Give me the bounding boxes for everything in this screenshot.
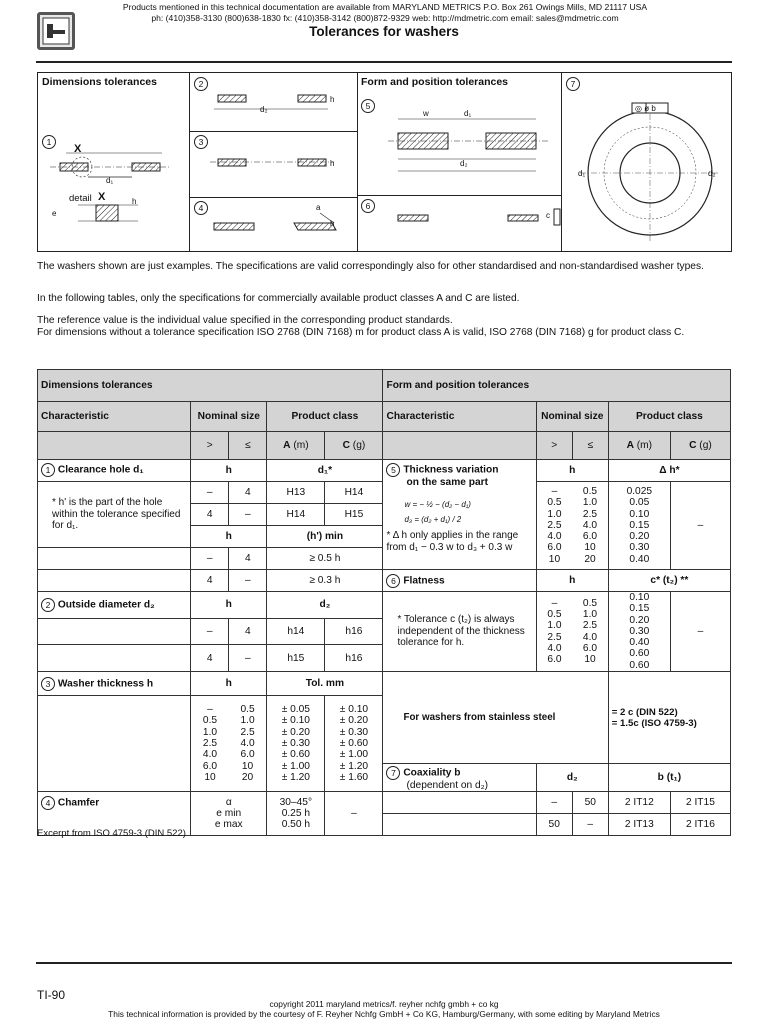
header-rule (36, 61, 732, 63)
thickness-c-value: ± 0.30 (339, 726, 369, 738)
fig-num-5: 5 (361, 99, 375, 113)
clearance-r1-a: H13 (267, 482, 325, 504)
col-product-class-2: Product class (608, 402, 730, 432)
thickness-le-value: 20 (241, 771, 254, 783)
flatness-a-value: 0.60 (629, 659, 650, 671)
h-label-1: h (132, 197, 137, 206)
coaxiality-label: Coaxiality b (403, 767, 461, 779)
thickness-tol: Tol. mm (267, 672, 383, 696)
clearance-h: h (191, 460, 267, 482)
figure-panel (37, 72, 732, 252)
outside-r1-gt: – (191, 618, 229, 645)
thickness-le-value: 1.0 (240, 715, 255, 727)
fig-num-6: 6 (361, 199, 375, 213)
coax-r2-c: 2 IT16 (670, 814, 730, 836)
col-nominal-size: Nominal size (191, 402, 267, 432)
coax-r1-a: 2 IT12 (608, 792, 670, 814)
outside-r1-a: h14 (267, 618, 325, 645)
outside-r2-gt: 4 (191, 645, 229, 672)
outside-label: Outside diameter d₂ (57, 599, 155, 611)
flatness-le-value: 4.0 (582, 631, 598, 643)
thickness-c-value: ± 0.20 (339, 715, 369, 727)
clearance-r1-gt: – (191, 482, 229, 504)
col-class-c-sub-2: (g) (699, 440, 712, 451)
page-title: Tolerances for washers (309, 24, 459, 39)
thickvar-dh: Δ h* (608, 460, 730, 482)
thickness-gt-list (194, 704, 226, 783)
thickvar-a-value: 0.025 (626, 485, 653, 497)
thickness-c-value: ± 1.00 (339, 749, 369, 761)
col-class-c: C (342, 440, 350, 451)
thickvar-gt-value: 2.5 (547, 519, 562, 531)
chamfer-param: e min (216, 807, 242, 819)
clearance-r2-gt: 4 (191, 504, 229, 526)
thickness-gt-value: 4.0 (202, 749, 218, 761)
thickness-le-value: 2.5 (240, 726, 255, 738)
flatness-le-value: 6.0 (582, 642, 598, 654)
hmin-r1-val: ≥ 0.5 h (267, 548, 383, 570)
thickness-label: Washer thickness h (57, 678, 154, 690)
outside-r1-c: h16 (325, 618, 383, 645)
thickness-c-list (328, 704, 379, 783)
flatness-gt-value: 1.0 (547, 620, 562, 632)
col-le-2: ≤ (572, 432, 608, 460)
thickvar-a-value: 0.15 (629, 519, 650, 531)
footer-copyright: copyright 2011 maryland metrics/f. reyher nchfg gmbh + co kg (269, 999, 499, 1009)
thickvar-le-list (575, 486, 605, 565)
reference-paragraph: The reference value is the individual value specified in the corresponding product standards. (37, 315, 453, 326)
thickvar-le-value: 4.0 (582, 519, 598, 531)
page-number: TI-90 (37, 988, 66, 1002)
outside-r2-le: – (229, 645, 267, 672)
thickness-gt-value: 2.5 (202, 737, 218, 749)
row-num-4: 4 (41, 796, 55, 810)
coax-r1-le: 50 (572, 792, 608, 814)
x-mark: X (74, 143, 82, 155)
flatness-gt-value: 2.5 (547, 631, 562, 643)
formula-d3: d₃ = (d₂ + d₁) / 2 (404, 515, 462, 524)
fig-num-1: 1 (42, 135, 56, 149)
w-label-5: w (423, 109, 429, 118)
flatness-h: h (536, 570, 608, 592)
flatness-a-value: 0.60 (629, 648, 650, 660)
outside-h: h (191, 592, 267, 619)
row-num-5: 5 (386, 463, 400, 477)
fig-dimensions-label: Dimensions tolerances (42, 76, 157, 88)
e-label-1: e (52, 209, 57, 218)
thickvar-gt-list (540, 486, 570, 565)
thickvar-note2: from d₁ − 0.3 w to d₃ + 0.3 w (386, 541, 513, 553)
clearance-r1-c: H14 (325, 482, 383, 504)
thickness-gt-value: – (207, 704, 213, 716)
thickness-a-value: ± 0.30 (281, 737, 310, 749)
outside-r1-le: 4 (229, 618, 267, 645)
coaxiality-drawing (562, 73, 730, 251)
thickvar-le-value: 10 (584, 542, 596, 554)
d1-label-1: d₁ (106, 176, 114, 185)
flatness-le-value: 1.0 (582, 608, 598, 620)
row-num-7: 7 (386, 766, 400, 780)
thickness-c-value: ± 0.10 (339, 704, 369, 716)
thickvar-h: h (536, 460, 608, 482)
thickness-le-value: 6.0 (240, 749, 255, 761)
thickvar-label1: Thickness variation (403, 464, 499, 476)
d1-label-7: d₁ (578, 169, 586, 178)
a-label-4: a (316, 203, 321, 212)
thickvar-a-value: 0.20 (629, 531, 650, 543)
form-table-title: Form and position tolerances (383, 370, 731, 402)
hmin-r2-val: ≥ 0.3 h (267, 570, 383, 592)
thickness-le-value: 4.0 (240, 737, 255, 749)
col-le: ≤ (229, 432, 267, 460)
col-characteristic: Characteristic (38, 402, 191, 432)
thickness-le-value: 0.5 (240, 704, 255, 716)
flatness-ct: c* (t₂) ** (608, 570, 730, 592)
flatness-note: * Tolerance c (t₂) is always independent of the thickness tolerance for h. (383, 592, 536, 672)
flatness-a-value: 0.20 (629, 614, 650, 626)
thickvar-gt-value: 4.0 (547, 531, 562, 543)
thickness-a-list (270, 704, 321, 783)
header-address: Products mentioned in this technical documentation are available from MARYLAND METRICS P.O. Box 261 Owings Mills, MD 21117 USA (122, 2, 648, 12)
fig-num-3: 3 (194, 135, 208, 149)
outside-r2-a: h15 (267, 645, 325, 672)
thickvar-le-value: 1.0 (582, 497, 598, 509)
thickness-a-value: ± 0.20 (281, 726, 310, 738)
clearance-r1-le: 4 (229, 482, 267, 504)
chamfer-params (194, 797, 263, 831)
thickness-a-value: ± 0.60 (281, 749, 310, 761)
thickness-gt-value: 10 (204, 771, 216, 783)
hmin-r1-le: 4 (229, 548, 267, 570)
flatness-label: Flatness (403, 575, 445, 587)
d2-label-2: d₂ (260, 105, 268, 114)
thickvar-gt-value: 10 (548, 553, 561, 565)
fig-num-4: 4 (194, 201, 208, 215)
row-num-3: 3 (41, 677, 55, 691)
col-gt: > (191, 432, 229, 460)
header-contact: ph: (410)358-3130 (800)638-1830 fx: (410)358-3142 (800)872-9329 web: http://mdmetric.com email: sales@mdmetric.com (151, 13, 619, 23)
iso-paragraph: For dimensions without a tolerance specification ISO 2768 (DIN 7168) m for product class A is valid, ISO 2768 (DIN 7168) g for product class C. (37, 327, 685, 338)
thickvar-a-value: 0.30 (629, 542, 650, 554)
col-class-c-sub: (g) (352, 440, 366, 451)
washer-section-drawing-1 (38, 73, 189, 251)
coax-r1-gt: – (536, 792, 572, 814)
chamfer-param: e max (214, 819, 243, 831)
chamfer-a-value: 0.25 h (281, 807, 311, 819)
chamfer-a-value: 30–45° (279, 796, 313, 808)
thickvar-a-list (612, 486, 667, 565)
flatness-a-value: 0.40 (629, 637, 650, 649)
thickvar-gt-value: 1.0 (547, 508, 562, 520)
row-num-6: 6 (386, 574, 400, 588)
d2-label-7: d₂ (708, 169, 716, 178)
col-product-class: Product class (267, 402, 383, 432)
thickvar-c: – (670, 482, 730, 570)
clearance-note: * h' is the part of the hole within the tolerance specified for d₁. (38, 482, 191, 548)
thickvar-note1: * Δ h only applies in the range (386, 530, 519, 541)
hmin-label: (h') min (267, 526, 383, 548)
col-characteristic-2: Characteristic (383, 402, 536, 432)
thickness-a-value: ± 0.10 (281, 715, 310, 727)
thickness-gt-value: 1.0 (202, 726, 218, 738)
thickness-c-value: ± 1.20 (339, 760, 369, 772)
detail-mark: X (98, 191, 106, 203)
thickvar-gt-value: 6.0 (547, 542, 562, 554)
flatness-a-value: 0.30 (629, 625, 650, 637)
footer-rule (36, 962, 732, 964)
flatness-gt-value: 4.0 (547, 642, 562, 654)
clearance-d1: d₁* (267, 460, 383, 482)
thickvar-le-value: 20 (584, 553, 596, 565)
hmin-r2-gt: 4 (191, 570, 229, 592)
classes-paragraph: In the following tables, only the specifications for commercially available product classes A and C are listed. (37, 293, 520, 304)
fig-num-7: 7 (566, 77, 580, 91)
chamfer-c: – (325, 792, 383, 836)
flatness-gt-value: 6.0 (547, 654, 562, 666)
col-class-c-2: C (689, 440, 697, 451)
row-num-2: 2 (41, 598, 55, 612)
stainless-din: = 2 c (DIN 522) (611, 706, 678, 718)
coax-r1-c: 2 IT15 (670, 792, 730, 814)
d2-label-5: d₂ (460, 159, 468, 168)
flatness-c: – (670, 592, 730, 672)
flatness-le-value: 10 (584, 654, 596, 666)
stainless-label: For washers from stainless steel (383, 672, 608, 764)
row-num-1: 1 (41, 463, 55, 477)
thickvar-a-value: 0.10 (629, 508, 650, 520)
formula-w: w = − ½ − (d₂ − d₁) (404, 500, 471, 509)
flatness-le-value: 2.5 (582, 620, 598, 632)
flatness-gt-value: – (551, 597, 558, 609)
thickvar-a-value: 0.40 (629, 553, 650, 565)
flatness-a-list (612, 592, 667, 671)
chamfer-a-list (270, 797, 321, 831)
hmin-h: h (191, 526, 267, 548)
thickvar-le-value: 6.0 (582, 531, 598, 543)
col-class-a-sub: (m) (293, 440, 309, 451)
thickvar-le-value: 2.5 (582, 508, 598, 520)
coaxiality-d2: d₂ (536, 764, 608, 792)
excerpt-note: Excerpt from ISO 4759-3 (DIN 522) (37, 828, 186, 839)
flatness-a-value: 0.15 (629, 603, 650, 615)
col-nominal-size-2: Nominal size (536, 402, 608, 432)
coaxiality-bt: b (t₁) (608, 764, 730, 792)
chamfer-param: α (225, 796, 232, 808)
hmin-r2-le: – (229, 570, 267, 592)
coax-symbol: ◎ ø b (635, 104, 656, 113)
clearance-label: Clearance hole d₁ (57, 464, 144, 476)
hmin-r1-gt: – (191, 548, 229, 570)
clearance-r2-a: H14 (267, 504, 325, 526)
thickvar-le-value: 0.5 (582, 485, 598, 497)
col-class-a-2: A (626, 440, 634, 451)
thickness-c-value: ± 1.60 (339, 771, 369, 783)
clearance-r2-le: – (229, 504, 267, 526)
thickness-h: h (191, 672, 267, 696)
coax-r2-gt: 50 (536, 814, 572, 836)
col-class-a: A (283, 440, 291, 451)
coax-r2-a: 2 IT13 (608, 814, 670, 836)
thickness-le-list (232, 704, 264, 783)
footer-courtesy: This technical information is provided by the courtesy of F. Reyher Nchfg GmbH + Co KG, Hamburg/Germany, with some editing by Maryland Metrics (108, 1009, 660, 1019)
flatness-gt-list (540, 598, 570, 666)
h-label-2: h (330, 95, 335, 104)
coaxiality-sub: (dependent on d₂) (406, 780, 489, 792)
flatness-gt-value: 0.5 (547, 608, 562, 620)
fig-num-2: 2 (194, 77, 208, 91)
col-gt-2: > (536, 432, 572, 460)
h-label-4: h (330, 219, 335, 228)
col-class-a-sub-2: (m) (636, 440, 653, 451)
thickness-gt-value: 6.0 (202, 760, 218, 772)
chamfer-a-value: 0.50 h (281, 819, 311, 831)
fig-form-label: Form and position tolerances (361, 76, 509, 88)
intro-paragraph: The washers shown are just examples. The specifications are valid correspondingly also for other standardised and non-standardised washer types. (37, 261, 704, 272)
flatness-le-list (575, 598, 605, 666)
thickvar-a-value: 0.05 (629, 497, 650, 509)
outside-r2-c: h16 (325, 645, 383, 672)
thickness-a-value: ± 1.20 (281, 771, 310, 783)
flatness-a-value: 0.10 (629, 592, 650, 603)
flatness-le-value: 0.5 (582, 597, 598, 609)
thickvar-label2: on the same part (406, 477, 488, 488)
thickness-le-value: 10 (241, 760, 254, 772)
d1-label-5: d₁ (464, 109, 472, 118)
tolerance-table (37, 369, 731, 836)
thickness-a-value: ± 0.05 (281, 704, 310, 716)
clearance-r2-c: H15 (325, 504, 383, 526)
dim-table-title: Dimensions tolerances (38, 370, 383, 402)
thickness-gt-value: 0.5 (202, 715, 218, 727)
thickvar-gt-value: 0.5 (547, 497, 562, 509)
thickness-c-value: ± 0.60 (339, 737, 369, 749)
chamfer-label: Chamfer (57, 797, 100, 809)
stainless-iso: = 1.5c (ISO 4759-3) (611, 717, 697, 729)
coax-r2-le: – (572, 814, 608, 836)
thickvar-gt-value: – (551, 485, 558, 497)
c-label-6: c (546, 211, 550, 220)
h-label-3: h (330, 159, 335, 168)
thickness-a-value: ± 1.00 (281, 760, 310, 772)
outside-d2: d₂ (267, 592, 383, 619)
detail-label: detail (69, 193, 92, 204)
